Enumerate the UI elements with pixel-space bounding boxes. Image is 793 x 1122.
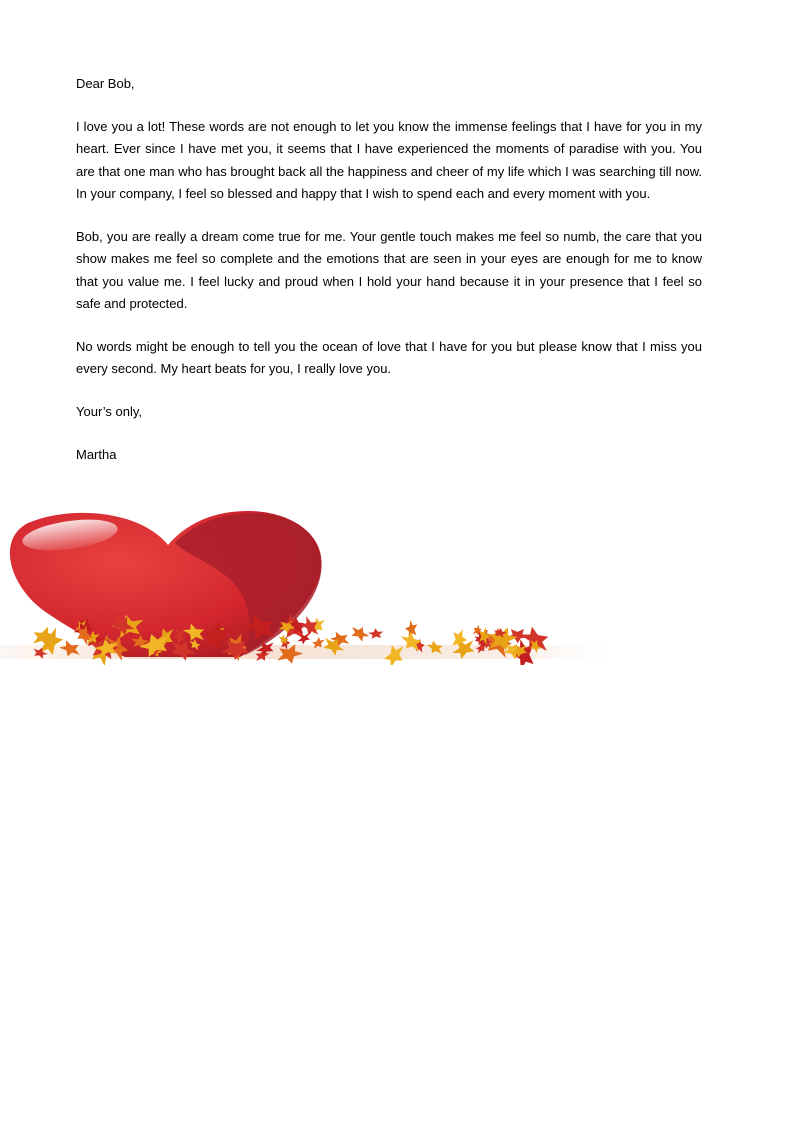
heart-leaves-illustration xyxy=(0,505,620,665)
paragraph-3: No words might be enough to tell you the ocean of love that I have for you but please know that I miss you every second. My heart beats for you, I really love you. xyxy=(76,338,702,377)
leaf-icon xyxy=(368,628,384,639)
paragraph-1: I love you a lot! These words are not enough to let you know the immense feelings that I have for you in my heart. Ever since I have met you, it seems that I have experienced the moments of paradise with you. You are that one man who has brought back all the happiness and cheer of my life which I was searching till now. In your company, I feel so blessed and happy that I wish to spend each and every moment with you. xyxy=(76,118,702,202)
letter-body xyxy=(76,73,702,487)
closing: Your’s only, xyxy=(76,404,143,420)
leaf-icon xyxy=(348,623,371,644)
salutation: Dear Bob, xyxy=(76,76,135,91)
heart-illustration xyxy=(0,505,620,665)
signature: Martha xyxy=(76,446,117,462)
paragraph-2: Bob, you are really a dream come true for me. Your gentle touch makes me feel so numb, the care that you show makes me feel so complete and the emotions that are seen in your eyes are enough for me to know that you value me. I feel lucky and proud when I hold your hand because it in your presence that I feel so safe and protected. xyxy=(76,228,702,312)
